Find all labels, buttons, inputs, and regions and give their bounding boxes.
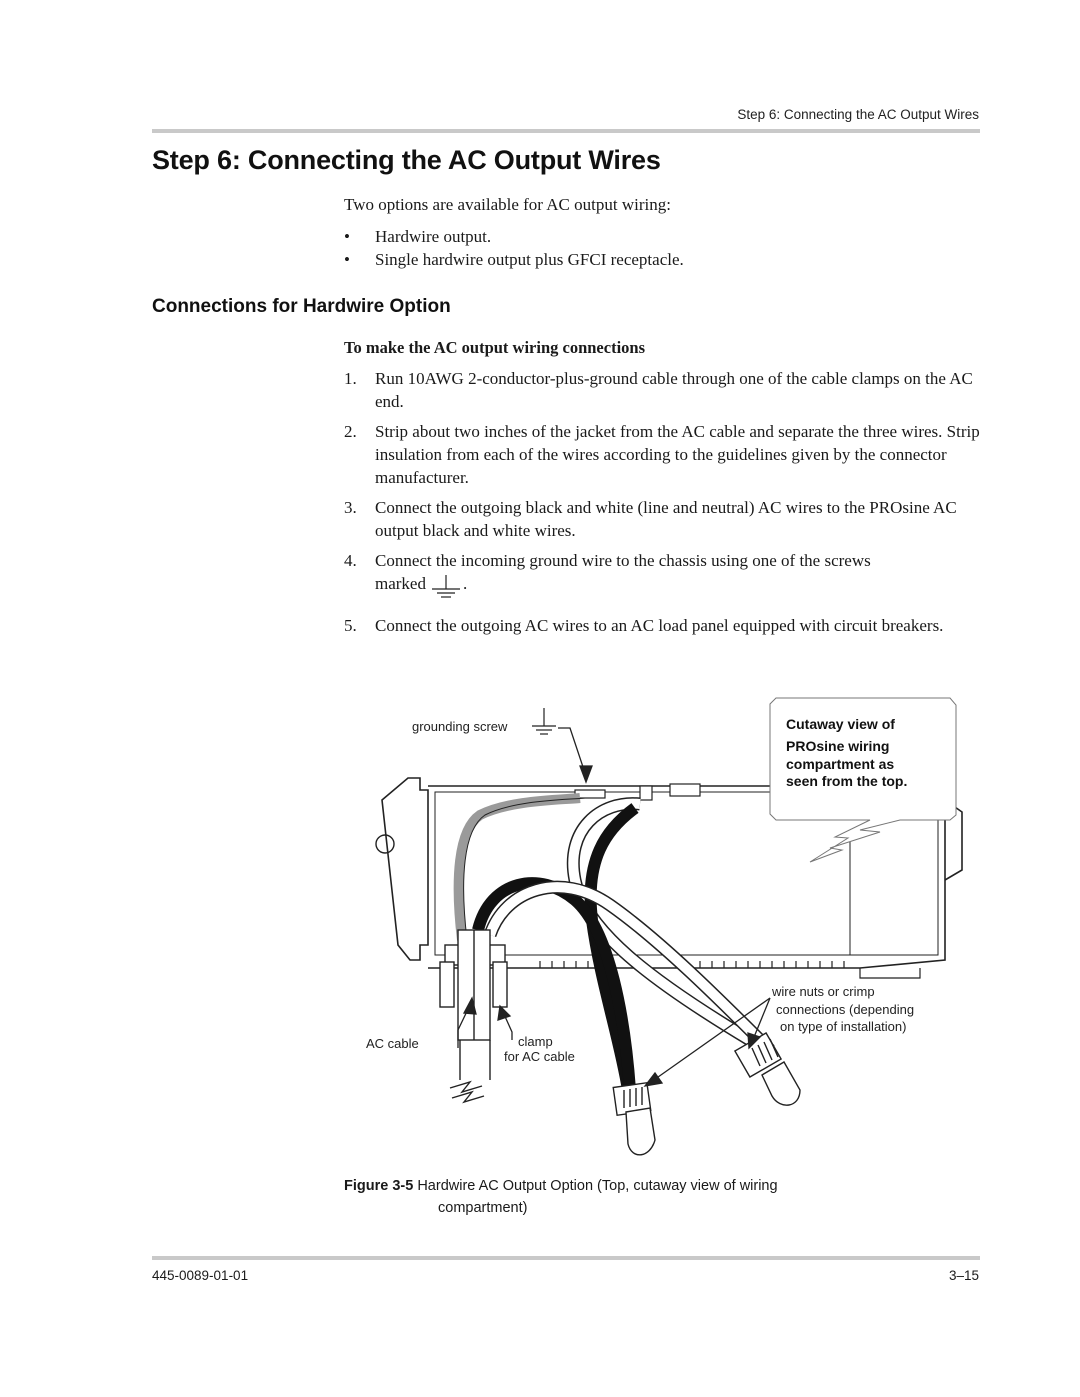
wire-nut-left bbox=[613, 1083, 655, 1155]
running-header: Step 6: Connecting the AC Output Wires bbox=[737, 107, 979, 122]
step-4 bbox=[344, 549, 984, 607]
wire-nuts-label-3: on type of installation) bbox=[780, 1019, 907, 1034]
ac-cable-label: AC cable bbox=[366, 1036, 419, 1051]
intro-paragraph: Two options are available for AC output wiring: bbox=[344, 195, 671, 214]
list-item bbox=[344, 225, 684, 248]
ground-symbol-icon bbox=[532, 708, 556, 734]
step-text-cont: marked bbox=[375, 574, 426, 593]
wire-nuts-label-1: wire nuts or crimp bbox=[772, 984, 875, 999]
figure-label: Figure 3-5 bbox=[344, 1178, 414, 1194]
clamp-label-1: clamp bbox=[518, 1034, 553, 1049]
step-text: Run 10AWG 2-conductor-plus-ground cable through one of the cable clamps on the AC end. bbox=[375, 369, 973, 411]
procedure-steps bbox=[344, 367, 984, 644]
step-1 bbox=[344, 367, 984, 413]
step-number: 3. bbox=[344, 498, 357, 517]
callout-text-1: Cutaway view of bbox=[786, 716, 895, 732]
list-item-text: Single hardwire output plus GFCI receptacle. bbox=[375, 250, 684, 269]
header-rule bbox=[152, 129, 980, 133]
caption-text-1: Hardwire AC Output Option (Top, cutaway view of wiring bbox=[417, 1178, 778, 1194]
wiring-figure bbox=[340, 690, 980, 1160]
step-number: 1. bbox=[344, 369, 357, 388]
step-text: Connect the incoming ground wire to the chassis using one of the screws bbox=[375, 551, 871, 570]
list-item-text: Hardwire output. bbox=[375, 227, 492, 246]
bullet-icon: • bbox=[344, 227, 350, 246]
clamp-label-2: for AC cable bbox=[504, 1049, 575, 1064]
step-5 bbox=[344, 614, 984, 637]
step-text-period: . bbox=[462, 574, 468, 593]
subsection-title: Connections for Hardwire Option bbox=[152, 296, 451, 317]
step-number: 4. bbox=[344, 551, 357, 570]
option-list bbox=[344, 225, 684, 271]
figure-caption bbox=[344, 1175, 944, 1219]
document-number: 445-0089-01-01 bbox=[152, 1268, 249, 1283]
step-3 bbox=[344, 496, 984, 542]
section-title: Step 6: Connecting the AC Output Wires bbox=[152, 145, 661, 175]
ground-symbol-icon bbox=[430, 573, 462, 607]
procedure-heading: To make the AC output wiring connections bbox=[344, 338, 646, 357]
caption-text-2: compartment) bbox=[438, 1200, 528, 1216]
step-2 bbox=[344, 420, 984, 489]
footer-rule bbox=[152, 1256, 980, 1260]
callout-text-4: seen from the top. bbox=[786, 773, 908, 789]
wire-nuts-label-2: connections (depending bbox=[776, 1002, 915, 1017]
ac-cable bbox=[450, 1040, 490, 1102]
step-text: Strip about two inches of the jacket from the AC cable and separate the three wires. Strip insulation from each of the wires according to the guidelines given by the connector manufacturer. bbox=[375, 422, 980, 487]
callout-text-2: PROsine wiring bbox=[786, 738, 890, 754]
cable-clamp bbox=[440, 930, 507, 1040]
step-text: Connect the outgoing black and white (line and neutral) AC wires to the PROsine AC output black and white wires. bbox=[375, 498, 957, 540]
callout-text-3: compartment as bbox=[786, 756, 895, 772]
page-number: 3–15 bbox=[948, 1268, 979, 1283]
wiring-diagram bbox=[340, 690, 980, 1160]
list-item bbox=[344, 248, 684, 271]
step-text: Connect the outgoing AC wires to an AC load panel equipped with circuit breakers. bbox=[375, 616, 944, 635]
step-number: 5. bbox=[344, 616, 357, 635]
step-number: 2. bbox=[344, 422, 357, 441]
grounding-screw-label: grounding screw bbox=[412, 719, 508, 734]
mounting-hole bbox=[376, 835, 394, 853]
bullet-icon: • bbox=[344, 250, 350, 269]
